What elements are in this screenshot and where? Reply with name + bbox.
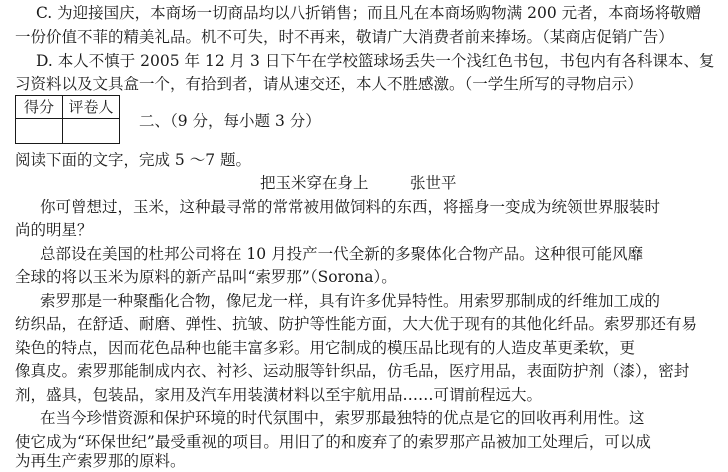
- article-author: 张世平: [410, 174, 457, 192]
- option-c-line-1: C. 为迎接国庆，本商场一切商品均以八折销售；而且凡在本商场购物满 200 元者，本商场将敬赠: [36, 4, 702, 22]
- option-d-line-1: D. 本人不慎于 2005 年 12 月 3 日下午在学校篮球场丢失一个浅红色书包，书包内有各科课本、复: [36, 52, 715, 70]
- grader-cell: [63, 119, 120, 144]
- body-line: 尚的明星？: [15, 221, 93, 239]
- score-cell: [16, 119, 63, 144]
- option-c-line-2: 一份价值不菲的精美礼品。机不可失，时不再来，敬请广大消费者前来捧场。（某商店促销广告）: [15, 28, 674, 46]
- option-d-line-2: 习资料以及文具盒一个，有拾到者，请从速交还，本人不胜感激。（一学生所写的寻物启示）: [15, 75, 643, 93]
- grader-header: 评卷人: [63, 96, 120, 119]
- body-line: 剂，盛具，包装品，家用及汽车用装潢材料以至宇航用品……可谓前程远大。: [15, 386, 543, 404]
- score-header: 得分: [16, 96, 63, 119]
- score-table: [15, 95, 120, 144]
- body-line: 索罗那是一种聚酯化合物，像尼龙一样，具有许多优异特性。用索罗那制成的纤维加工成的: [40, 292, 661, 310]
- body-line: 使它成为“环保世纪”最受重视的项目。用旧了的和废弃了的索罗那产品被加工处理后，可以成: [15, 433, 651, 451]
- section-heading: 二、（9 分，每小题 3 分）: [139, 112, 321, 130]
- body-line: 在当今珍惜资源和保护环境的时代氛围中，索罗那最独特的优点是它的回收再利用性。这: [40, 409, 645, 427]
- section-instruction: 阅读下面的文字，完成 5 ～7 题。: [15, 151, 252, 169]
- body-line: 你可曾想过，玉米，这种最寻常的常常被用做饲料的东西，将摇身一变成为统领世界服装时: [40, 198, 661, 216]
- body-line: 为再生产索罗那的原料。: [15, 452, 186, 470]
- article-title: 把玉米穿在身上: [260, 174, 369, 192]
- body-line: 全球的将以玉米为原料的新产品叫“索罗那”（Sorona）。: [15, 268, 397, 286]
- body-line: 总部设在美国的杜邦公司将在 10 月投产一代全新的多聚体化合物产品。这种很可能风靡: [40, 245, 644, 263]
- body-line: 像真皮。索罗那能制成内衣、衬衫、运动服等针织品，仿毛品，医疗用品，表面防护剂（漆），密封: [15, 362, 690, 380]
- body-line: 纺织品，在舒适、耐磨、弹性、抗皱、防护等性能方面，大大优于现有的其他化纤品。索罗那还有易: [15, 315, 698, 333]
- body-line: 染色的特点，因而花色品种也能丰富多彩。用它制成的模压品比现有的人造皮革更柔软，更: [15, 339, 636, 357]
